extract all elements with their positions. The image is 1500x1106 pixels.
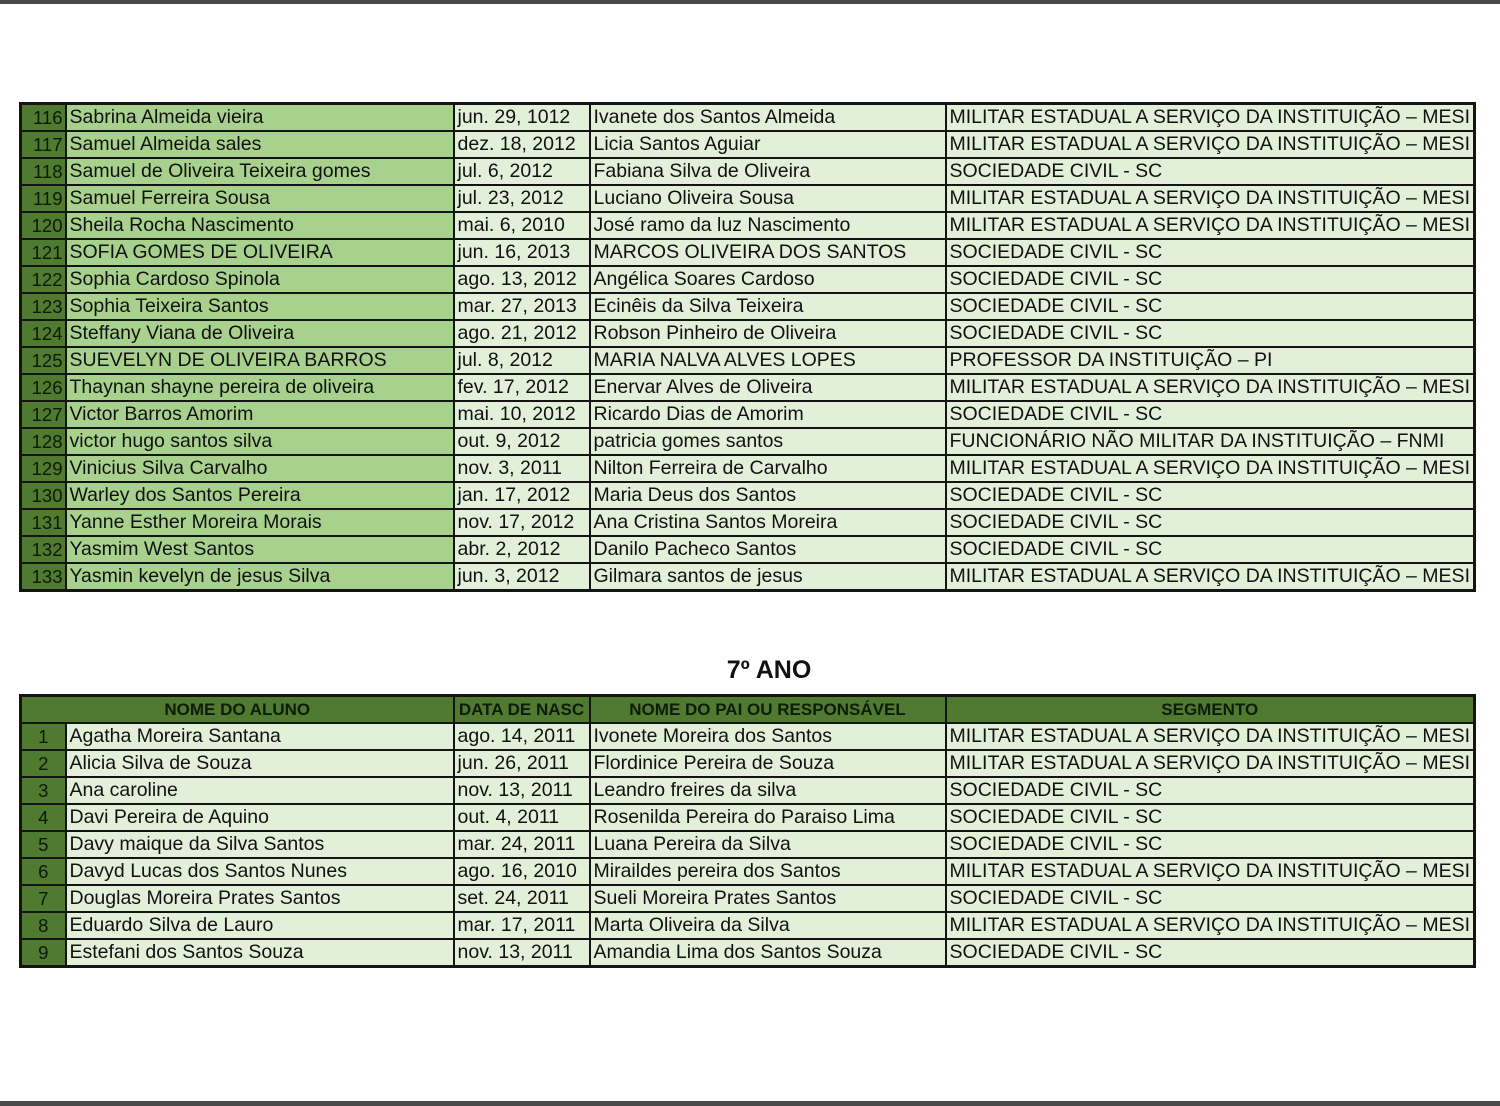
row-number: 7 bbox=[21, 885, 66, 912]
segment: MILITAR ESTADUAL A SERVIÇO DA INSTITUIÇÃO – MESI bbox=[946, 750, 1475, 777]
birth-date: nov. 17, 2012 bbox=[454, 509, 590, 536]
student-name: Yasmin kevelyn de jesus Silva bbox=[66, 563, 454, 591]
row-number: 5 bbox=[21, 831, 66, 858]
birth-date: jul. 8, 2012 bbox=[454, 347, 590, 374]
birth-date: ago. 14, 2011 bbox=[454, 723, 590, 750]
section-title: 7º ANO bbox=[726, 656, 812, 684]
birth-date: ago. 21, 2012 bbox=[454, 320, 590, 347]
segment: MILITAR ESTADUAL A SERVIÇO DA INSTITUIÇÃO – MESI bbox=[946, 374, 1475, 401]
student-name: Sophia Cardoso Spinola bbox=[66, 266, 454, 293]
student-name: SUEVELYN DE OLIVEIRA BARROS bbox=[66, 347, 454, 374]
table-row bbox=[21, 239, 1475, 266]
table-row bbox=[21, 185, 1475, 212]
student-name: Sheila Rocha Nascimento bbox=[66, 212, 454, 239]
parent-name: Ana Cristina Santos Moreira bbox=[590, 509, 946, 536]
parent-name: Leandro freires da silva bbox=[590, 777, 946, 804]
student-name: Davyd Lucas dos Santos Nunes bbox=[66, 858, 454, 885]
parent-name: Nilton Ferreira de Carvalho bbox=[590, 455, 946, 482]
row-number: 132 bbox=[21, 536, 66, 563]
students-table-7-ano-body bbox=[21, 723, 1475, 967]
segment: SOCIEDADE CIVIL - SC bbox=[946, 939, 1475, 967]
segment: MILITAR ESTADUAL A SERVIÇO DA INSTITUIÇÃO – MESI bbox=[946, 455, 1475, 482]
student-name: Ana caroline bbox=[66, 777, 454, 804]
segment: SOCIEDADE CIVIL - SC bbox=[946, 293, 1475, 320]
row-number: 129 bbox=[21, 455, 66, 482]
birth-date: mar. 27, 2013 bbox=[454, 293, 590, 320]
birth-date: nov. 13, 2011 bbox=[454, 939, 590, 967]
parent-name: Ricardo Dias de Amorim bbox=[590, 401, 946, 428]
segment: SOCIEDADE CIVIL - SC bbox=[946, 509, 1475, 536]
table-row bbox=[21, 104, 1475, 132]
student-name: Thaynan shayne pereira de oliveira bbox=[66, 374, 454, 401]
row-number: 122 bbox=[21, 266, 66, 293]
parent-name: Gilmara santos de jesus bbox=[590, 563, 946, 591]
segment: SOCIEDADE CIVIL - SC bbox=[946, 536, 1475, 563]
birth-date: ago. 16, 2010 bbox=[454, 858, 590, 885]
student-name: Samuel Almeida sales bbox=[66, 131, 454, 158]
segment: SOCIEDADE CIVIL - SC bbox=[946, 831, 1475, 858]
birth-date: jul. 23, 2012 bbox=[454, 185, 590, 212]
parent-name: Rosenilda Pereira do Paraiso Lima bbox=[590, 804, 946, 831]
segment: SOCIEDADE CIVIL - SC bbox=[946, 239, 1475, 266]
table-row bbox=[21, 939, 1475, 967]
table-row bbox=[21, 266, 1475, 293]
student-name: Samuel de Oliveira Teixeira gomes bbox=[66, 158, 454, 185]
table-row bbox=[21, 723, 1475, 750]
segment: MILITAR ESTADUAL A SERVIÇO DA INSTITUIÇÃO – MESI bbox=[946, 912, 1475, 939]
parent-name: MARCOS OLIVEIRA DOS SANTOS bbox=[590, 239, 946, 266]
birth-date: out. 4, 2011 bbox=[454, 804, 590, 831]
birth-date: jun. 29, 1012 bbox=[454, 104, 590, 132]
student-name: Yasmim West Santos bbox=[66, 536, 454, 563]
parent-name: José ramo da luz Nascimento bbox=[590, 212, 946, 239]
birth-date: set. 24, 2011 bbox=[454, 885, 590, 912]
row-number: 130 bbox=[21, 482, 66, 509]
segment: MILITAR ESTADUAL A SERVIÇO DA INSTITUIÇÃO – MESI bbox=[946, 131, 1475, 158]
row-number: 125 bbox=[21, 347, 66, 374]
birth-date: dez. 18, 2012 bbox=[454, 131, 590, 158]
table-row bbox=[21, 293, 1475, 320]
birth-date: jan. 17, 2012 bbox=[454, 482, 590, 509]
table-row bbox=[21, 158, 1475, 185]
table-row bbox=[21, 455, 1475, 482]
segment: MILITAR ESTADUAL A SERVIÇO DA INSTITUIÇÃO – MESI bbox=[946, 858, 1475, 885]
birth-date: jun. 3, 2012 bbox=[454, 563, 590, 591]
student-name: Warley dos Santos Pereira bbox=[66, 482, 454, 509]
birth-date: ago. 13, 2012 bbox=[454, 266, 590, 293]
parent-name: Fabiana Silva de Oliveira bbox=[590, 158, 946, 185]
table-row bbox=[21, 428, 1475, 455]
header-parent-name: NOME DO PAI OU RESPONSÁVEL bbox=[590, 696, 946, 724]
student-name: Samuel Ferreira Sousa bbox=[66, 185, 454, 212]
birth-date: jun. 26, 2011 bbox=[454, 750, 590, 777]
parent-name: Luana Pereira da Silva bbox=[590, 831, 946, 858]
parent-name: Amandia Lima dos Santos Souza bbox=[590, 939, 946, 967]
student-name: Yanne Esther Moreira Morais bbox=[66, 509, 454, 536]
row-number: 131 bbox=[21, 509, 66, 536]
segment: SOCIEDADE CIVIL - SC bbox=[946, 885, 1475, 912]
segment: SOCIEDADE CIVIL - SC bbox=[946, 320, 1475, 347]
row-number: 133 bbox=[21, 563, 66, 591]
table-row bbox=[21, 374, 1475, 401]
row-number: 1 bbox=[21, 723, 66, 750]
birth-date: nov. 3, 2011 bbox=[454, 455, 590, 482]
birth-date: mar. 17, 2011 bbox=[454, 912, 590, 939]
table-row bbox=[21, 858, 1475, 885]
parent-name: patricia gomes santos bbox=[590, 428, 946, 455]
parent-name: Marta Oliveira da Silva bbox=[590, 912, 946, 939]
parent-name: Sueli Moreira Prates Santos bbox=[590, 885, 946, 912]
row-number: 3 bbox=[21, 777, 66, 804]
birth-date: mai. 6, 2010 bbox=[454, 212, 590, 239]
row-number: 120 bbox=[21, 212, 66, 239]
row-number: 116 bbox=[21, 104, 66, 132]
parent-name: Danilo Pacheco Santos bbox=[590, 536, 946, 563]
table-row bbox=[21, 212, 1475, 239]
parent-name: Flordinice Pereira de Souza bbox=[590, 750, 946, 777]
segment: SOCIEDADE CIVIL - SC bbox=[946, 804, 1475, 831]
segment: FUNCIONÁRIO NÃO MILITAR DA INSTITUIÇÃO – FNMI bbox=[946, 428, 1475, 455]
top-border bbox=[0, 0, 1500, 4]
row-number: 8 bbox=[21, 912, 66, 939]
table-row bbox=[21, 509, 1475, 536]
row-number: 119 bbox=[21, 185, 66, 212]
student-name: Douglas Moreira Prates Santos bbox=[66, 885, 454, 912]
birth-date: jul. 6, 2012 bbox=[454, 158, 590, 185]
birth-date: abr. 2, 2012 bbox=[454, 536, 590, 563]
table-row bbox=[21, 482, 1475, 509]
parent-name: Angélica Soares Cardoso bbox=[590, 266, 946, 293]
segment: SOCIEDADE CIVIL - SC bbox=[946, 777, 1475, 804]
parent-name: Enervar Alves de Oliveira bbox=[590, 374, 946, 401]
segment: SOCIEDADE CIVIL - SC bbox=[946, 401, 1475, 428]
row-number: 127 bbox=[21, 401, 66, 428]
parent-name: Robson Pinheiro de Oliveira bbox=[590, 320, 946, 347]
row-number: 117 bbox=[21, 131, 66, 158]
student-name: Victor Barros Amorim bbox=[66, 401, 454, 428]
table-row bbox=[21, 777, 1475, 804]
row-number: 123 bbox=[21, 293, 66, 320]
row-number: 126 bbox=[21, 374, 66, 401]
parent-name: Licia Santos Aguiar bbox=[590, 131, 946, 158]
header-birth-date: DATA DE NASC bbox=[454, 696, 590, 724]
row-number: 2 bbox=[21, 750, 66, 777]
bottom-border bbox=[0, 1101, 1500, 1106]
parent-name: Ecinêis da Silva Teixeira bbox=[590, 293, 946, 320]
birth-date: nov. 13, 2011 bbox=[454, 777, 590, 804]
segment: MILITAR ESTADUAL A SERVIÇO DA INSTITUIÇÃO – MESI bbox=[946, 104, 1475, 132]
segment: SOCIEDADE CIVIL - SC bbox=[946, 482, 1475, 509]
row-number: 9 bbox=[21, 939, 66, 967]
table-row bbox=[21, 750, 1475, 777]
student-name: SOFIA GOMES DE OLIVEIRA bbox=[66, 239, 454, 266]
segment: SOCIEDADE CIVIL - SC bbox=[946, 158, 1475, 185]
students-table-7-ano bbox=[19, 694, 1476, 968]
parent-name: Ivonete Moreira dos Santos bbox=[590, 723, 946, 750]
birth-date: fev. 17, 2012 bbox=[454, 374, 590, 401]
segment: MILITAR ESTADUAL A SERVIÇO DA INSTITUIÇÃO – MESI bbox=[946, 185, 1475, 212]
table-row bbox=[21, 563, 1475, 591]
header-segment: SEGMENTO bbox=[946, 696, 1475, 724]
row-number: 124 bbox=[21, 320, 66, 347]
students-table-continued-body bbox=[21, 104, 1475, 591]
table-header bbox=[21, 696, 1475, 724]
table-row bbox=[21, 320, 1475, 347]
table-row bbox=[21, 401, 1475, 428]
segment: MILITAR ESTADUAL A SERVIÇO DA INSTITUIÇÃO – MESI bbox=[946, 563, 1475, 591]
student-name: Davy maique da Silva Santos bbox=[66, 831, 454, 858]
table-row bbox=[21, 912, 1475, 939]
birth-date: jun. 16, 2013 bbox=[454, 239, 590, 266]
student-name: Vinicius Silva Carvalho bbox=[66, 455, 454, 482]
student-name: Sabrina Almeida vieira bbox=[66, 104, 454, 132]
student-name: Alicia Silva de Souza bbox=[66, 750, 454, 777]
table-row bbox=[21, 804, 1475, 831]
parent-name: Maria Deus dos Santos bbox=[590, 482, 946, 509]
segment: MILITAR ESTADUAL A SERVIÇO DA INSTITUIÇÃO – MESI bbox=[946, 723, 1475, 750]
student-name: victor hugo santos silva bbox=[66, 428, 454, 455]
birth-date: mar. 24, 2011 bbox=[454, 831, 590, 858]
students-table-continued bbox=[19, 102, 1476, 592]
table-row bbox=[21, 831, 1475, 858]
student-name: Sophia Teixeira Santos bbox=[66, 293, 454, 320]
birth-date: mai. 10, 2012 bbox=[454, 401, 590, 428]
student-name: Eduardo Silva de Lauro bbox=[66, 912, 454, 939]
parent-name: Miraildes pereira dos Santos bbox=[590, 858, 946, 885]
segment: MILITAR ESTADUAL A SERVIÇO DA INSTITUIÇÃO – MESI bbox=[946, 212, 1475, 239]
birth-date: out. 9, 2012 bbox=[454, 428, 590, 455]
parent-name: Luciano Oliveira Sousa bbox=[590, 185, 946, 212]
student-name: Estefani dos Santos Souza bbox=[66, 939, 454, 967]
row-number: 6 bbox=[21, 858, 66, 885]
header-student-name: NOME DO ALUNO bbox=[21, 696, 454, 724]
table-row bbox=[21, 536, 1475, 563]
row-number: 128 bbox=[21, 428, 66, 455]
row-number: 121 bbox=[21, 239, 66, 266]
row-number: 118 bbox=[21, 158, 66, 185]
table-row bbox=[21, 347, 1475, 374]
segment: SOCIEDADE CIVIL - SC bbox=[946, 266, 1475, 293]
table-row bbox=[21, 885, 1475, 912]
row-number: 4 bbox=[21, 804, 66, 831]
header-row bbox=[21, 696, 1475, 724]
student-name: Steffany Viana de Oliveira bbox=[66, 320, 454, 347]
parent-name: MARIA NALVA ALVES LOPES bbox=[590, 347, 946, 374]
parent-name: Ivanete dos Santos Almeida bbox=[590, 104, 946, 132]
student-name: Davi Pereira de Aquino bbox=[66, 804, 454, 831]
segment: PROFESSOR DA INSTITUIÇÃO – PI bbox=[946, 347, 1475, 374]
student-name: Agatha Moreira Santana bbox=[66, 723, 454, 750]
table-row bbox=[21, 131, 1475, 158]
